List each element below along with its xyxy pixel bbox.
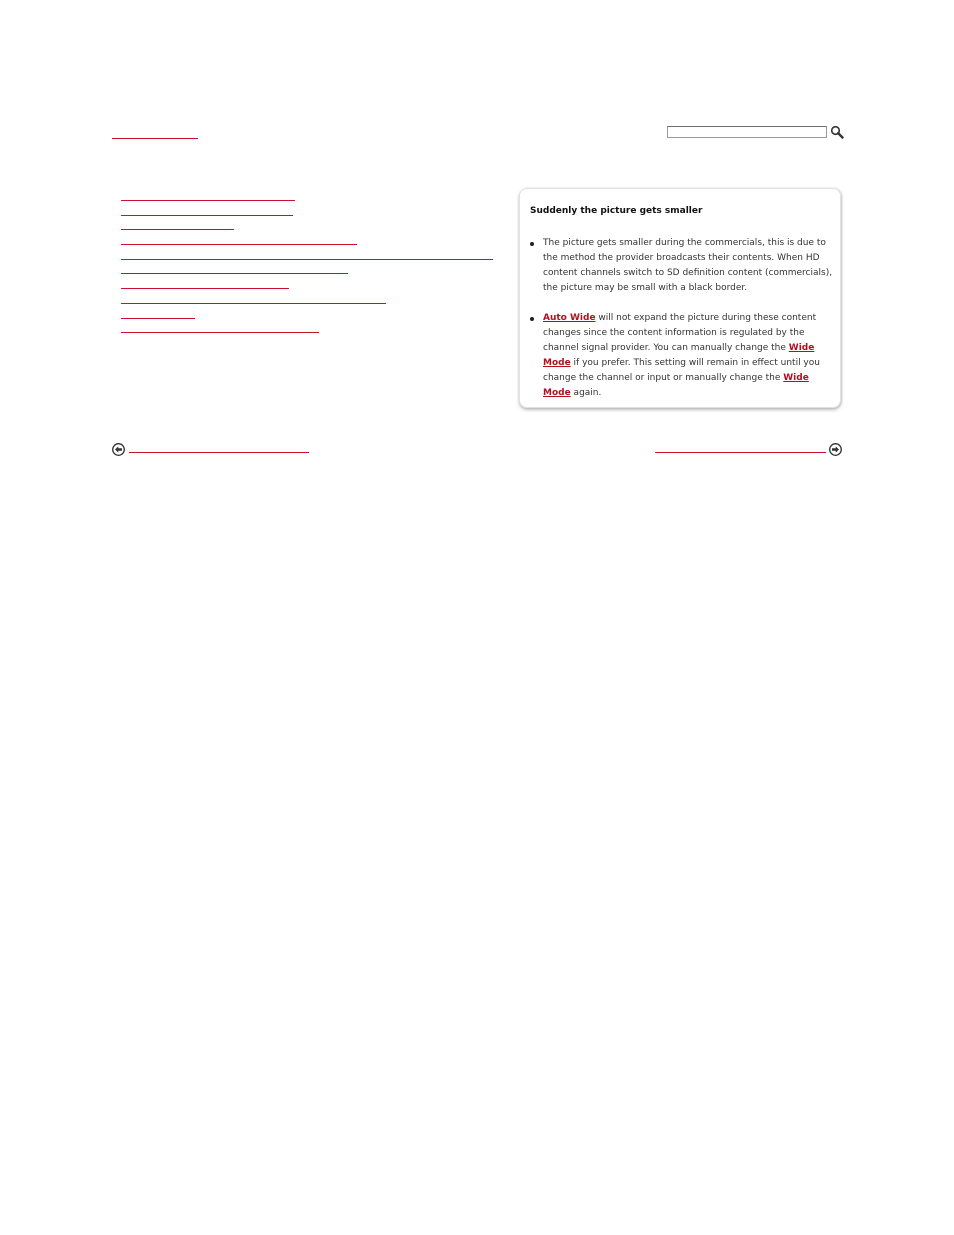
auto-wide-link[interactable]: Auto Wide — [543, 313, 596, 323]
bullet-text: will not expand the picture during these content changes since the content information is regulated by the channel signal provider. You can manually change the — [543, 313, 817, 353]
nav-link-4[interactable] — [121, 234, 357, 245]
nav-link-10[interactable] — [121, 322, 319, 333]
wide-mode-link[interactable]: Wide Mode — [543, 343, 815, 368]
nav-link-1[interactable] — [121, 190, 295, 201]
nav-link-5[interactable] — [121, 249, 493, 260]
bullet-text: again. — [570, 388, 602, 398]
prev-button[interactable] — [112, 441, 125, 454]
magnifier-search-icon — [830, 125, 844, 139]
nav-link-8[interactable] — [121, 293, 386, 304]
nav-link-6[interactable] — [121, 263, 348, 274]
prev-page-link[interactable] — [129, 442, 309, 453]
content-panel — [519, 188, 841, 408]
next-button[interactable] — [829, 441, 842, 454]
bullet-item — [520, 236, 833, 296]
search-button[interactable] — [830, 124, 844, 138]
panel-title: Suddenly the picture gets smaller — [530, 206, 703, 216]
nav-link-7[interactable] — [121, 278, 289, 289]
search-input[interactable] — [667, 126, 827, 138]
bullet-text: if you prefer. This setting will remain in effect until you change the channel or input or manually change the — [543, 358, 820, 383]
wide-mode-link[interactable]: Wide Mode — [543, 373, 809, 398]
nav-link-2[interactable] — [121, 205, 293, 216]
next-page-link[interactable] — [655, 442, 826, 453]
nav-link-9[interactable] — [121, 308, 195, 319]
bullet-dot-icon — [530, 242, 534, 246]
nav-link-3[interactable] — [121, 219, 234, 230]
bullet-item — [520, 311, 833, 401]
arrow-left-circle-icon — [112, 443, 125, 456]
bullet-list — [520, 236, 842, 401]
arrow-right-circle-icon — [829, 443, 842, 456]
bullet-dot-icon — [530, 317, 534, 321]
top-link[interactable] — [112, 126, 198, 139]
bullet-text: The picture gets smaller during the commercials, this is due to the method the provider broadcasts their contents. When HD content channels switch to SD definition content (commercials), the picture may be small with a black border. — [543, 238, 833, 293]
